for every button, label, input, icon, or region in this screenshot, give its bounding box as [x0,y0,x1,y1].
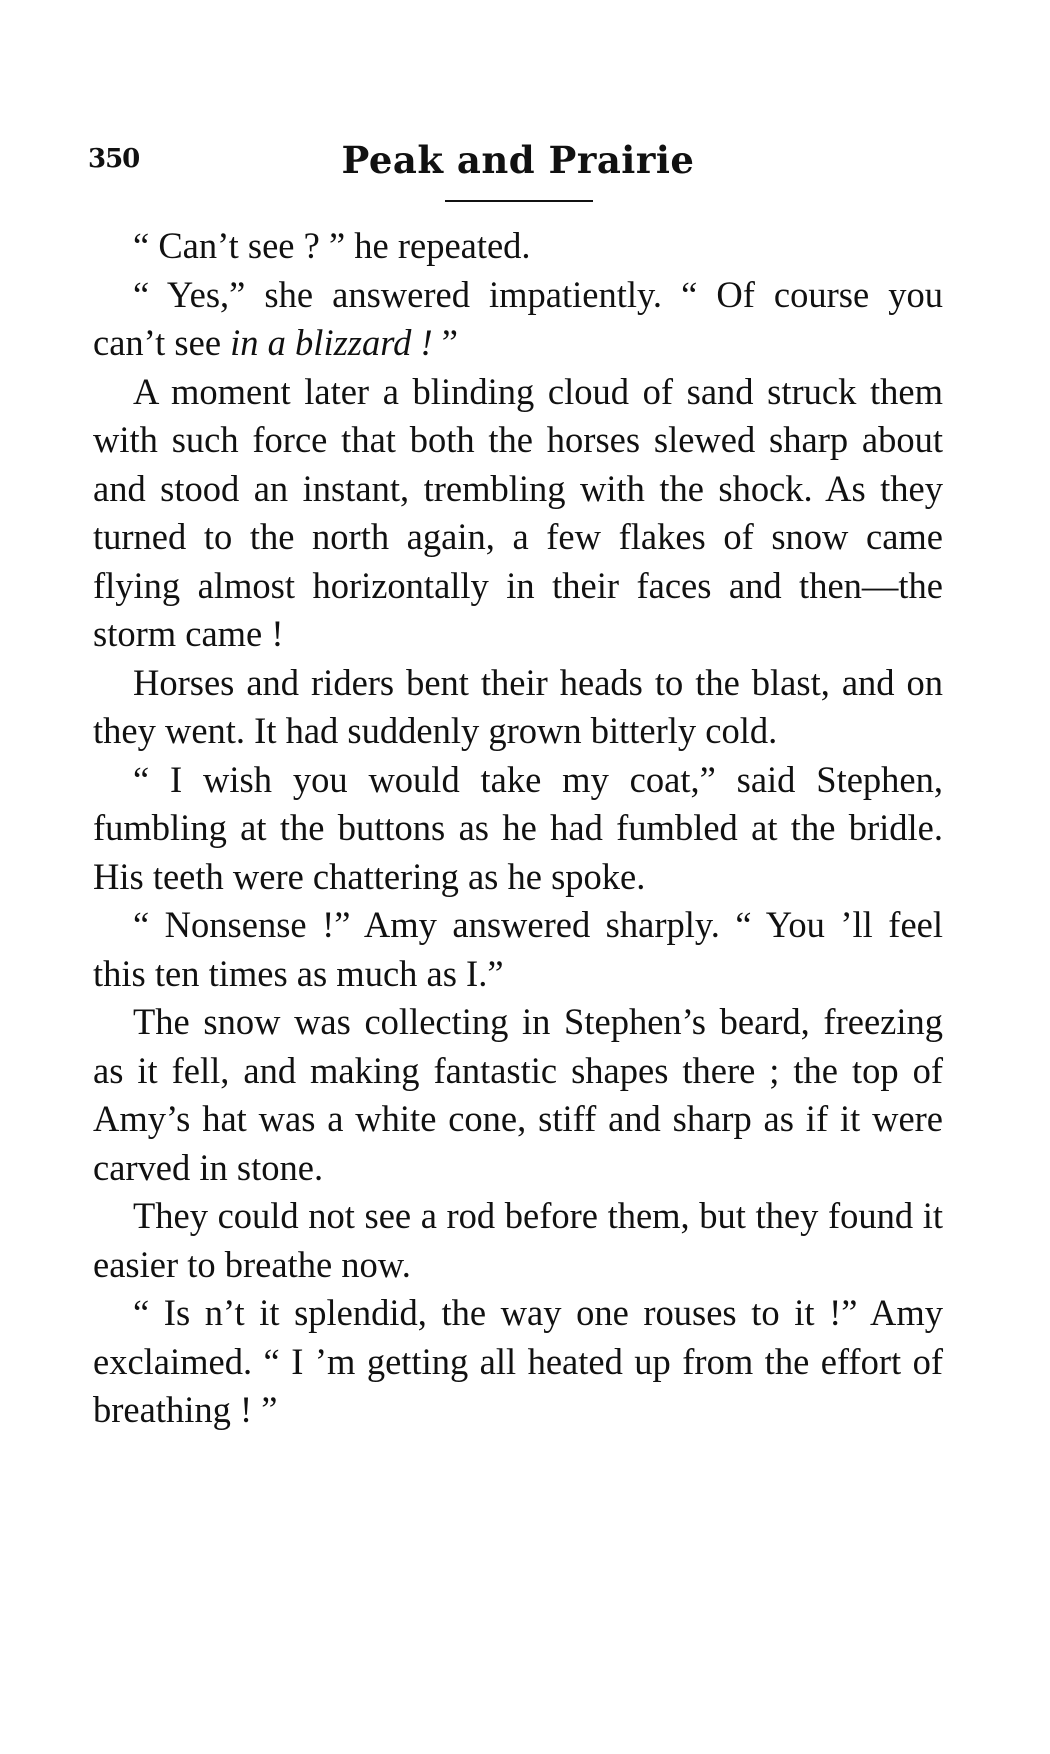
paragraph-6: “ Nonsense !” Amy answered sharply. “ You ’ll feel this ten times as much as I.” [93,904,943,994]
paragraph-2-start: “ Yes,” she answered impatiently. “ Of course you can’t see [93,273,943,363]
paragraph-2-emphasis: in a blizzard ! [230,322,433,363]
paragraph-7: The snow was collecting in Stephen’s beard, freezing as it fell, and making fantastic shapes there ; the top of Amy’s hat was a white cone, stiff and sharp as if it were carved in stone. [93,1001,943,1188]
paragraph-3: A moment later a blinding cloud of sand struck them with such force that both the horses slewed sharp about and stood an instant, trembling with the shock. As they turned to the north again, a few flakes of snow came flying almost horizontally in their faces and then—the storm came ! [93,370,943,654]
paragraph-1: “ Can’t see ? ” he repeated. [133,225,531,266]
header-rule [445,200,593,202]
paragraph-5: “ I wish you would take my coat,” said Stephen, fumbling at the buttons as he had fumbled at the bridle. His teeth were chattering as he spoke. [93,758,943,897]
paragraph-2-end: ” [432,322,458,363]
paragraph-9: “ Is n’t it splendid, the way one rouses to it !” Amy exclaimed. “ I ’m getting all heated up from the effort of breathing ! ” [93,1292,943,1430]
body-text [93,222,943,1435]
page-header [88,138,948,188]
paragraph-8: They could not see a rod before them, but they found it easier to breathe now. [93,1195,943,1285]
paragraph-4: Horses and riders bent their heads to the blast, and on they went. It had suddenly grown bitterly cold. [93,661,943,751]
paragraph-2 [93,271,943,368]
running-title: Peak and Prairie [341,138,695,182]
page-number: 350 [88,144,140,174]
